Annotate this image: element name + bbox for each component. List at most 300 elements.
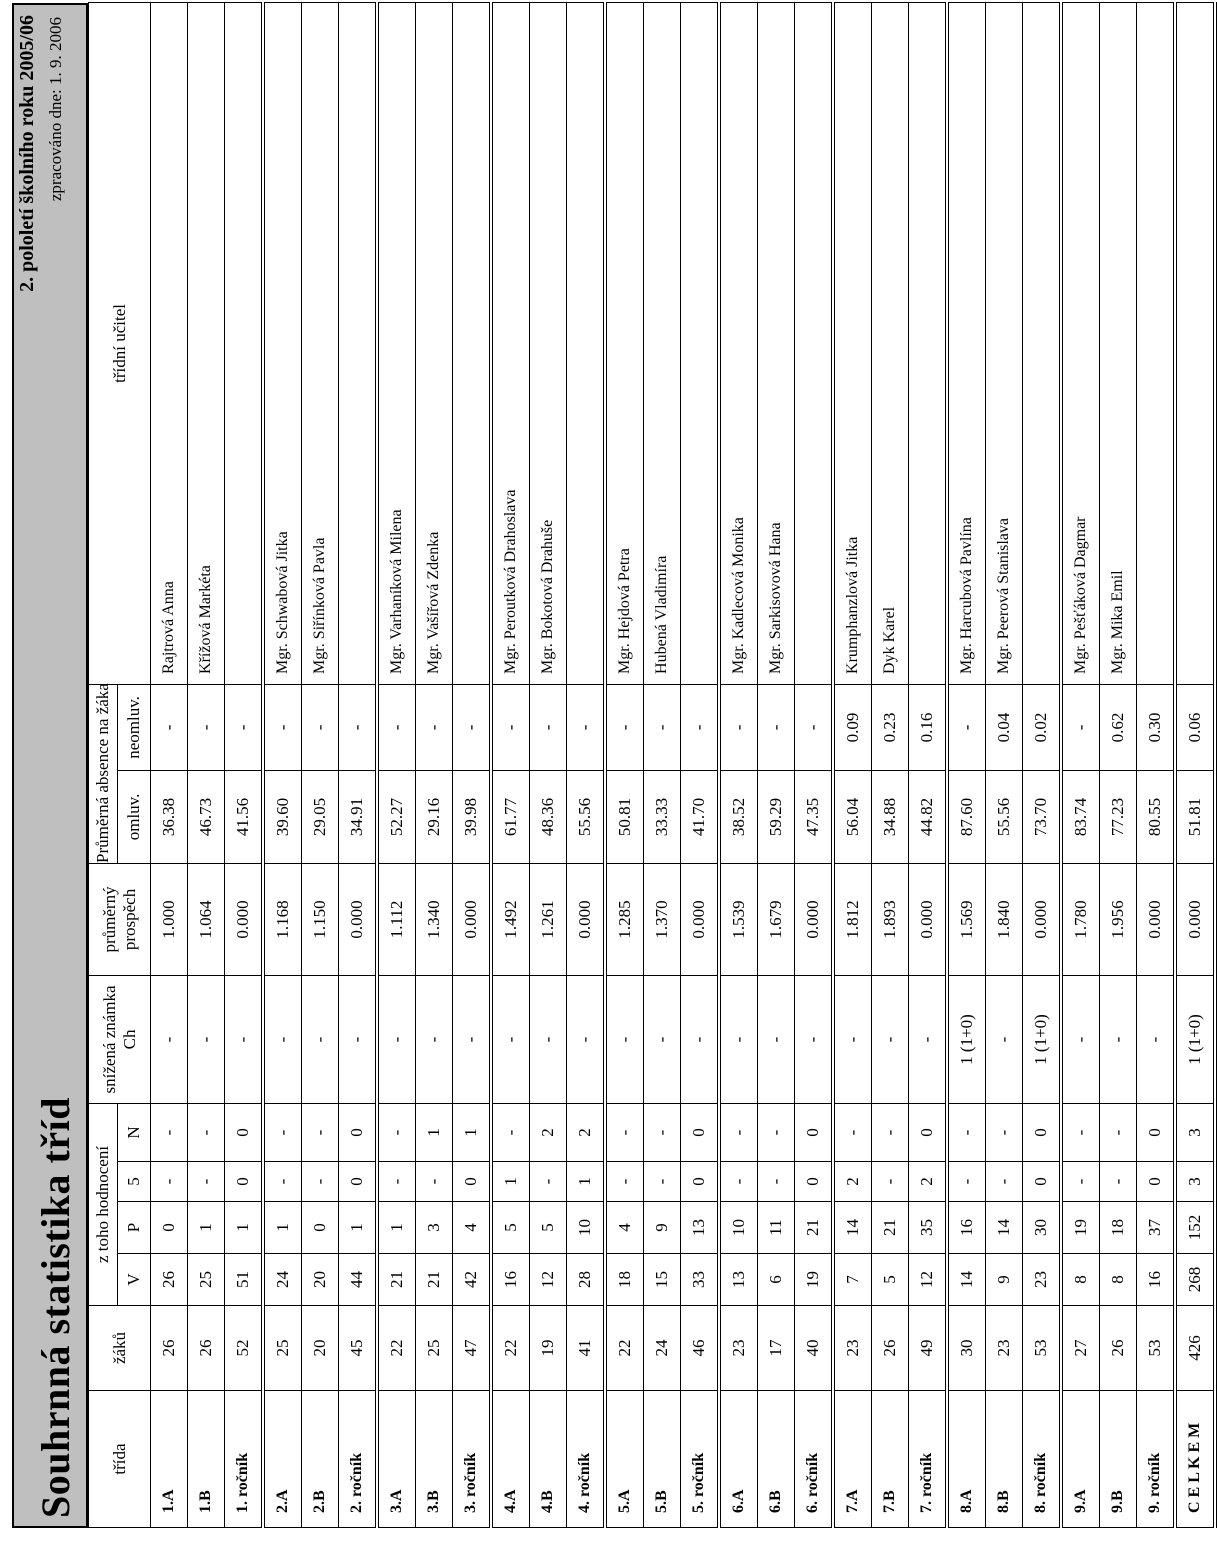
cell-trida: 3.A <box>377 1391 416 1528</box>
cell-five: - <box>263 1162 302 1202</box>
cell-neomluv: - <box>302 684 339 770</box>
column-header-prospech-text: průměrný prospěch <box>99 886 139 953</box>
cell-v: 12 <box>530 1254 567 1306</box>
cell-five: - <box>986 1162 1023 1202</box>
cell-snizena: - <box>795 975 834 1103</box>
cell-p: 1 <box>225 1202 264 1254</box>
cell-zaku: 25 <box>416 1306 453 1391</box>
cell-trida: 9.B <box>1100 1391 1137 1528</box>
cell-neomluv: - <box>644 684 681 770</box>
cell-trida: 4.A <box>491 1391 530 1528</box>
cell-n: 0 <box>909 1103 948 1161</box>
table-row <box>1175 2 1215 1527</box>
cell-zaku: 45 <box>339 1306 378 1391</box>
table-row <box>719 2 758 1527</box>
cell-ucitel: Křížová Markéta <box>188 2 225 684</box>
cell-trida: 6. ročník <box>795 1391 834 1528</box>
cell-p: 9 <box>644 1202 681 1254</box>
table-row <box>1137 2 1176 1527</box>
cell-v: 42 <box>453 1254 492 1306</box>
cell-zaku: 25 <box>263 1306 302 1391</box>
table-header-row-1 <box>89 2 118 1527</box>
cell-prospech: 1.340 <box>416 863 453 975</box>
cell-zaku: 41 <box>567 1306 606 1391</box>
table-row <box>530 2 567 1527</box>
cell-neomluv: - <box>416 684 453 770</box>
cell-snizena: - <box>644 975 681 1103</box>
cell-n: - <box>302 1103 339 1161</box>
column-header-prospech <box>89 863 151 975</box>
cell-p: 21 <box>872 1202 909 1254</box>
table-row <box>188 2 225 1527</box>
cell-prospech: 1.370 <box>644 863 681 975</box>
table-row <box>567 2 606 1527</box>
cell-five: 2 <box>833 1162 872 1202</box>
cell-five: - <box>377 1162 416 1202</box>
table-row <box>1061 2 1100 1527</box>
cell-five: - <box>605 1162 644 1202</box>
cell-ucitel: Mgr. Peerová Stanislava <box>986 2 1023 684</box>
cell-neomluv: - <box>605 684 644 770</box>
cell-ucitel: Mgr. Varhaníková Milena <box>377 2 416 684</box>
cell-neomluv: - <box>377 684 416 770</box>
table-row <box>909 2 948 1527</box>
cell-omluv: 61.77 <box>491 770 530 863</box>
column-header-snizena <box>89 975 151 1103</box>
cell-trida: C E L K E M <box>1175 1391 1215 1528</box>
cell-prospech: 0.000 <box>909 863 948 975</box>
cell-prospech: 1.064 <box>188 863 225 975</box>
cell-snizena: - <box>1100 975 1137 1103</box>
cell-prospech: 0.000 <box>339 863 378 975</box>
cell-prospech: 1.812 <box>833 863 872 975</box>
cell-five: 0 <box>1137 1162 1176 1202</box>
cell-snizena: - <box>758 975 795 1103</box>
cell-five: - <box>947 1162 986 1202</box>
cell-trida: 9. ročník <box>1137 1391 1176 1528</box>
cell-p: 5 <box>530 1202 567 1254</box>
cell-prospech: 1.261 <box>530 863 567 975</box>
cell-prospech: 1.893 <box>872 863 909 975</box>
cell-n: - <box>833 1103 872 1161</box>
cell-p: 37 <box>1137 1202 1176 1254</box>
cell-snizena: - <box>339 975 378 1103</box>
table-row <box>151 2 188 1527</box>
cell-n: 1 <box>453 1103 492 1161</box>
table-row <box>833 2 872 1527</box>
cell-n: - <box>151 1103 188 1161</box>
cell-n: - <box>986 1103 1023 1161</box>
cell-prospech: 1.150 <box>302 863 339 975</box>
cell-neomluv: 0.16 <box>909 684 948 770</box>
cell-snizena: 1 (1+0) <box>1023 975 1062 1103</box>
cell-p: 10 <box>567 1202 606 1254</box>
cell-omluv: 41.70 <box>681 770 720 863</box>
cell-v: 26 <box>151 1254 188 1306</box>
cell-five: 2 <box>909 1162 948 1202</box>
cell-ucitel: Mgr. Harcubová Pavlína <box>947 2 986 684</box>
table-row <box>263 2 302 1527</box>
cell-v: 268 <box>1175 1254 1215 1306</box>
table-row <box>795 2 834 1527</box>
table-row <box>416 2 453 1527</box>
cell-ucitel <box>567 2 606 684</box>
column-header-v: V <box>118 1254 151 1306</box>
cell-prospech: 1.000 <box>151 863 188 975</box>
cell-n: - <box>872 1103 909 1161</box>
cell-prospech: 0.000 <box>453 863 492 975</box>
cell-neomluv: - <box>1061 684 1100 770</box>
cell-five: - <box>758 1162 795 1202</box>
cell-n: 0 <box>339 1103 378 1161</box>
cell-n: - <box>263 1103 302 1161</box>
table-row <box>491 2 530 1527</box>
cell-zaku: 26 <box>872 1306 909 1391</box>
cell-trida: 9.A <box>1061 1391 1100 1528</box>
cell-neomluv: 0.09 <box>833 684 872 770</box>
cell-ucitel <box>453 2 492 684</box>
cell-p: 1 <box>188 1202 225 1254</box>
cell-omluv: 80.55 <box>1137 770 1176 863</box>
cell-neomluv: - <box>491 684 530 770</box>
cell-v: 7 <box>833 1254 872 1306</box>
cell-prospech: 1.780 <box>1061 863 1100 975</box>
table-row <box>1100 2 1137 1527</box>
cell-omluv: 77.23 <box>1100 770 1137 863</box>
cell-v: 20 <box>302 1254 339 1306</box>
cell-n: - <box>188 1103 225 1161</box>
cell-omluv: 39.60 <box>263 770 302 863</box>
cell-five: 1 <box>567 1162 606 1202</box>
cell-snizena: - <box>491 975 530 1103</box>
cell-five: - <box>1100 1162 1137 1202</box>
cell-omluv: 52.27 <box>377 770 416 863</box>
cell-omluv: 51.81 <box>1175 770 1215 863</box>
cell-omluv: 34.91 <box>339 770 378 863</box>
cell-zaku: 47 <box>453 1306 492 1391</box>
cell-omluv: 87.60 <box>947 770 986 863</box>
cell-snizena: - <box>605 975 644 1103</box>
cell-n: 0 <box>225 1103 264 1161</box>
cell-trida: 5. ročník <box>681 1391 720 1528</box>
cell-five: 0 <box>453 1162 492 1202</box>
cell-prospech: 1.840 <box>986 863 1023 975</box>
cell-omluv: 34.88 <box>872 770 909 863</box>
cell-v: 8 <box>1061 1254 1100 1306</box>
cell-zaku: 52 <box>225 1306 264 1391</box>
cell-neomluv: 0.06 <box>1175 684 1215 770</box>
cell-omluv: 29.16 <box>416 770 453 863</box>
cell-p: 30 <box>1023 1202 1062 1254</box>
cell-neomluv: 0.02 <box>1023 684 1062 770</box>
cell-ucitel <box>225 2 264 684</box>
cell-ucitel: Mgr. Mika Emil <box>1100 2 1137 684</box>
cell-trida: 2.B <box>302 1391 339 1528</box>
table-row <box>681 2 720 1527</box>
cell-prospech: 1.569 <box>947 863 986 975</box>
cell-ucitel <box>795 2 834 684</box>
cell-ucitel <box>681 2 720 684</box>
cell-v: 23 <box>1023 1254 1062 1306</box>
cell-p: 13 <box>681 1202 720 1254</box>
cell-neomluv: - <box>795 684 834 770</box>
cell-ucitel: Rajtrová Anna <box>151 2 188 684</box>
cell-n: 3 <box>1175 1103 1215 1161</box>
cell-neomluv: - <box>719 684 758 770</box>
cell-zaku: 22 <box>491 1306 530 1391</box>
cell-prospech: 1.956 <box>1100 863 1137 975</box>
cell-trida: 4. ročník <box>567 1391 606 1528</box>
cell-p: 0 <box>151 1202 188 1254</box>
cell-five: - <box>188 1162 225 1202</box>
cell-trida: 2.A <box>263 1391 302 1528</box>
processed-date: zpracováno dne: 1. 9. 2006 <box>46 17 65 202</box>
cell-neomluv: - <box>530 684 567 770</box>
table-row <box>758 2 795 1527</box>
cell-ucitel <box>909 2 948 684</box>
cell-ucitel <box>1137 2 1176 684</box>
column-header-absence: Průměrná absence na žáka <box>89 684 118 863</box>
cell-trida: 4.B <box>530 1391 567 1528</box>
cell-n: - <box>719 1103 758 1161</box>
cell-five: 0 <box>795 1162 834 1202</box>
cell-v: 28 <box>567 1254 606 1306</box>
cell-neomluv: 0.62 <box>1100 684 1137 770</box>
cell-n: - <box>377 1103 416 1161</box>
cell-trida: 3. ročník <box>453 1391 492 1528</box>
cell-snizena: - <box>567 975 606 1103</box>
cell-omluv: 36.38 <box>151 770 188 863</box>
cell-zaku: 53 <box>1137 1306 1176 1391</box>
cell-ucitel: Mgr. Hejdová Petra <box>605 2 644 684</box>
cell-snizena: - <box>1061 975 1100 1103</box>
cell-n: - <box>644 1103 681 1161</box>
cell-p: 16 <box>947 1202 986 1254</box>
cell-trida: 3.B <box>416 1391 453 1528</box>
table-body <box>151 2 1216 1527</box>
cell-ucitel <box>339 2 378 684</box>
cell-zaku: 24 <box>644 1306 681 1391</box>
cell-n: 2 <box>567 1103 606 1161</box>
cell-v: 25 <box>188 1254 225 1306</box>
column-header-omluv: omluv. <box>118 770 151 863</box>
cell-ucitel: Mgr. Sarkisovová Hana <box>758 2 795 684</box>
column-header-neomluv: neomluv. <box>118 684 151 770</box>
table-row <box>644 2 681 1527</box>
title-bar <box>12 3 88 1528</box>
cell-zaku: 49 <box>909 1306 948 1391</box>
cell-five: - <box>151 1162 188 1202</box>
cell-ucitel: Mgr. Vašířová Zdenka <box>416 2 453 684</box>
cell-p: 3 <box>416 1202 453 1254</box>
cell-zaku: 22 <box>605 1306 644 1391</box>
cell-n: - <box>605 1103 644 1161</box>
cell-p: 35 <box>909 1202 948 1254</box>
cell-omluv: 55.56 <box>567 770 606 863</box>
cell-trida: 7.B <box>872 1391 909 1528</box>
cell-zaku: 23 <box>833 1306 872 1391</box>
cell-omluv: 38.52 <box>719 770 758 863</box>
cell-n: 0 <box>1137 1103 1176 1161</box>
cell-omluv: 44.82 <box>909 770 948 863</box>
cell-neomluv: - <box>225 684 264 770</box>
cell-zaku: 30 <box>947 1306 986 1391</box>
cell-neomluv: - <box>188 684 225 770</box>
cell-neomluv: - <box>151 684 188 770</box>
cell-ucitel: Mgr. Bokotová Drahuše <box>530 2 567 684</box>
semester-title: 2. pololetí školního roku 2005/06 <box>16 15 38 292</box>
cell-trida: 7. ročník <box>909 1391 948 1528</box>
column-header-zaku: žáků <box>89 1306 151 1391</box>
cell-trida: 5.A <box>605 1391 644 1528</box>
cell-neomluv: - <box>453 684 492 770</box>
cell-v: 21 <box>377 1254 416 1306</box>
cell-zaku: 46 <box>681 1306 720 1391</box>
cell-v: 5 <box>872 1254 909 1306</box>
cell-trida: 6.A <box>719 1391 758 1528</box>
cell-five: - <box>1061 1162 1100 1202</box>
column-header-ucitel: třídní učitel <box>89 2 151 684</box>
cell-prospech: 1.285 <box>605 863 644 975</box>
cell-omluv: 47.35 <box>795 770 834 863</box>
table-row <box>605 2 644 1527</box>
cell-zaku: 23 <box>719 1306 758 1391</box>
cell-zaku: 19 <box>530 1306 567 1391</box>
table-row <box>339 2 378 1527</box>
table-row <box>453 2 492 1527</box>
cell-v: 16 <box>491 1254 530 1306</box>
cell-snizena: 1 (1+0) <box>947 975 986 1103</box>
cell-snizena: - <box>302 975 339 1103</box>
cell-neomluv: - <box>339 684 378 770</box>
cell-neomluv: - <box>947 684 986 770</box>
cell-prospech: 1.539 <box>719 863 758 975</box>
cell-snizena: - <box>377 975 416 1103</box>
cell-v: 12 <box>909 1254 948 1306</box>
cell-zaku: 27 <box>1061 1306 1100 1391</box>
cell-omluv: 55.56 <box>986 770 1023 863</box>
column-header-snizena-text: snížená známka Ch <box>99 985 139 1094</box>
cell-five: 0 <box>339 1162 378 1202</box>
cell-v: 14 <box>947 1254 986 1306</box>
cell-omluv: 39.98 <box>453 770 492 863</box>
cell-v: 15 <box>644 1254 681 1306</box>
cell-snizena: - <box>1137 975 1176 1103</box>
cell-p: 10 <box>719 1202 758 1254</box>
cell-p: 21 <box>795 1202 834 1254</box>
cell-zaku: 53 <box>1023 1306 1062 1391</box>
cell-neomluv: 0.04 <box>986 684 1023 770</box>
cell-neomluv: 0.23 <box>872 684 909 770</box>
cell-trida: 7.A <box>833 1391 872 1528</box>
cell-prospech: 0.000 <box>1023 863 1062 975</box>
cell-omluv: 41.56 <box>225 770 264 863</box>
cell-five: - <box>530 1162 567 1202</box>
cell-neomluv: - <box>263 684 302 770</box>
cell-n: - <box>491 1103 530 1161</box>
cell-p: 19 <box>1061 1202 1100 1254</box>
cell-v: 13 <box>719 1254 758 1306</box>
cell-trida: 1.A <box>151 1391 188 1528</box>
table-row <box>1023 2 1062 1527</box>
cell-zaku: 22 <box>377 1306 416 1391</box>
cell-neomluv: 0.30 <box>1137 684 1176 770</box>
cell-ucitel: Mgr. Kadlecová Monika <box>719 2 758 684</box>
cell-v: 8 <box>1100 1254 1137 1306</box>
cell-five: 1 <box>491 1162 530 1202</box>
cell-v: 51 <box>225 1254 264 1306</box>
cell-snizena: - <box>188 975 225 1103</box>
cell-p: 152 <box>1175 1202 1215 1254</box>
cell-prospech: 1.168 <box>263 863 302 975</box>
cell-neomluv: - <box>567 684 606 770</box>
cell-snizena: - <box>453 975 492 1103</box>
cell-zaku: 17 <box>758 1306 795 1391</box>
cell-v: 18 <box>605 1254 644 1306</box>
cell-trida: 2. ročník <box>339 1391 378 1528</box>
cell-p: 1 <box>339 1202 378 1254</box>
cell-p: 14 <box>986 1202 1023 1254</box>
cell-five: - <box>644 1162 681 1202</box>
cell-trida: 5.B <box>644 1391 681 1528</box>
cell-v: 33 <box>681 1254 720 1306</box>
cell-trida: 8.B <box>986 1391 1023 1528</box>
cell-five: - <box>719 1162 758 1202</box>
cell-snizena: - <box>530 975 567 1103</box>
cell-zaku: 426 <box>1175 1306 1215 1391</box>
cell-five: 0 <box>681 1162 720 1202</box>
cell-n: - <box>1061 1103 1100 1161</box>
cell-ucitel: Mgr. Schwabová Jitka <box>263 2 302 684</box>
cell-n: 0 <box>681 1103 720 1161</box>
cell-p: 1 <box>377 1202 416 1254</box>
cell-v: 9 <box>986 1254 1023 1306</box>
cell-snizena: - <box>719 975 758 1103</box>
cell-trida: 1.B <box>188 1391 225 1528</box>
cell-snizena: - <box>909 975 948 1103</box>
cell-v: 6 <box>758 1254 795 1306</box>
cell-prospech: 0.000 <box>1175 863 1215 975</box>
cell-ucitel: Mgr. Peroutková Drahoslava <box>491 2 530 684</box>
cell-five: 3 <box>1175 1162 1215 1202</box>
cell-v: 44 <box>339 1254 378 1306</box>
cell-ucitel: Mgr. Pešťáková Dagmar <box>1061 2 1100 684</box>
cell-snizena: - <box>416 975 453 1103</box>
cell-snizena: - <box>833 975 872 1103</box>
cell-p: 14 <box>833 1202 872 1254</box>
cell-snizena: - <box>986 975 1023 1103</box>
cell-five: - <box>416 1162 453 1202</box>
cell-p: 11 <box>758 1202 795 1254</box>
class-statistics-table <box>88 2 1217 1528</box>
cell-snizena: - <box>151 975 188 1103</box>
cell-five: - <box>302 1162 339 1202</box>
cell-prospech: 1.679 <box>758 863 795 975</box>
cell-zaku: 40 <box>795 1306 834 1391</box>
cell-n: - <box>1100 1103 1137 1161</box>
table-row <box>986 2 1023 1527</box>
cell-n: - <box>947 1103 986 1161</box>
column-header-hodnoceni: z toho hodnocení <box>89 1103 118 1305</box>
cell-trida: 6.B <box>758 1391 795 1528</box>
cell-neomluv: - <box>758 684 795 770</box>
cell-n: 2 <box>530 1103 567 1161</box>
cell-prospech: 0.000 <box>1137 863 1176 975</box>
cell-prospech: 0.000 <box>225 863 264 975</box>
cell-prospech: 0.000 <box>567 863 606 975</box>
cell-omluv: 59.29 <box>758 770 795 863</box>
cell-p: 5 <box>491 1202 530 1254</box>
